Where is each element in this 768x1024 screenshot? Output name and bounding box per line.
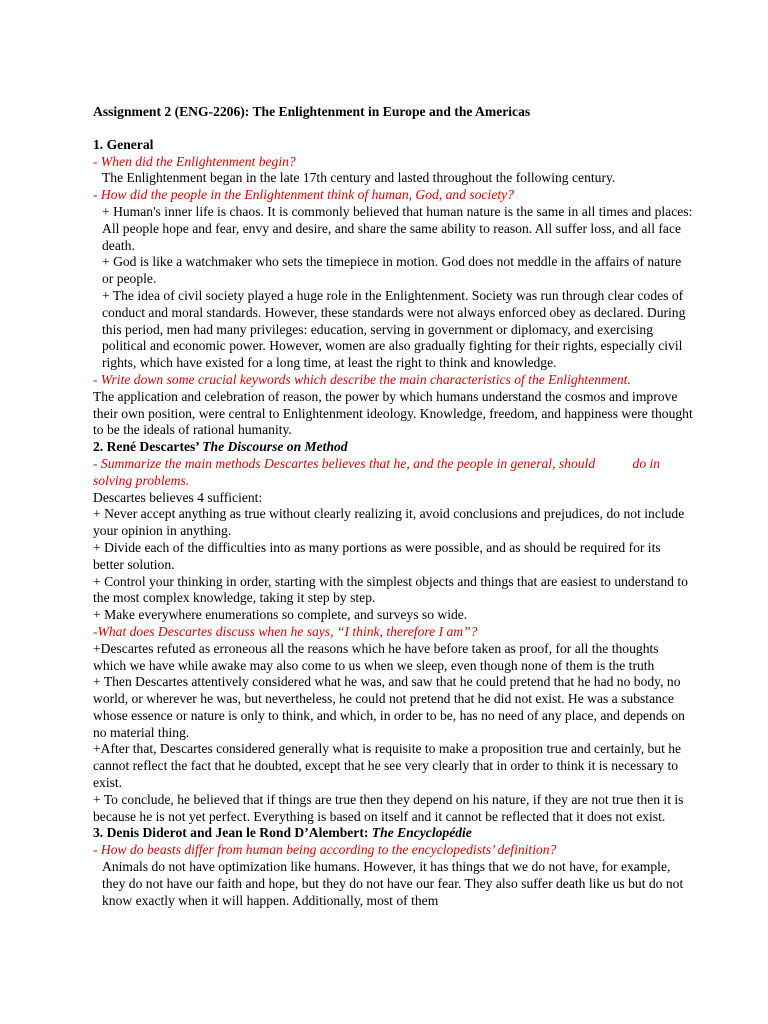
section-1-heading: 1. General bbox=[93, 136, 154, 152]
question-3-1: - How do beasts differ from human being according to the encyclopedists’ definition? bbox=[93, 842, 557, 858]
answer-2-2-point-1: +Descartes refuted as erroneous all the reasons which he have before taken as proof, for all the thoughts which we have while awake may also come to us when we sleep, even though none of them is the truth bbox=[93, 640, 659, 673]
answer-3-1: Animals do not have optimization like humans. However, it has things that we do not have, for example, they do not have our faith and hope, but they do not have our fear. They also suffer death like us but do not know exactly when it will happen. Additionally, most of them bbox=[102, 859, 684, 908]
question-2-2: -What does Descartes discuss when he says, “I think, therefore I am”? bbox=[93, 623, 478, 639]
answer-2-2-point-2: + Then Descartes attentively considered what he was, and saw that he could pretend that he had no body, no world, or wherever he was, but nevertheless, he could not pretend that he did not exist. He was a substance whose essence or nature is only to think, and which, in order to be, has no need of any place, and depends on no material thing. bbox=[93, 674, 685, 740]
method-4: + Make everywhere enumerations so complete, and surveys so wide. bbox=[93, 607, 468, 623]
section-3-heading-prefix: 3. Denis Diderot and Jean le Rond D’Alembert: bbox=[93, 825, 372, 841]
question-2-1-part1: - Summarize the main methods Descartes believes that he, and the people in general, should bbox=[93, 455, 596, 471]
section-2-heading-work: The Discourse on Method bbox=[202, 439, 348, 455]
answer-1-2-god: + God is like a watchmaker who sets the timepiece in motion. God does not meddle in the affairs of nature or people. bbox=[102, 254, 682, 287]
answer-2-2-point-4: + To conclude, he believed that if things are true then they depend on his nature, if they are not true then it is because he is not yet perfect. Everything is based on itself and it cannot be reflected that it does not exist. bbox=[93, 791, 684, 824]
section-2-heading bbox=[93, 439, 693, 456]
assignment-title: Assignment 2 (ENG-2206): The Enlightenment in Europe and the Americas bbox=[93, 104, 531, 119]
answer-1-2-human: + Human's inner life is chaos. It is commonly believed that human nature is the same in all times and places: All people hope and fear, envy and desire, and share the same ability to reason. All suffer loss, and all face death. bbox=[102, 203, 693, 253]
answer-1-1: The Enlightenment began in the late 17th century and lasted throughout the following century. bbox=[102, 170, 616, 186]
question-2-1-part2: do in solving problems. bbox=[93, 455, 661, 488]
section-2-heading-prefix: 2. René Descartes’ bbox=[93, 439, 203, 455]
question-1-1: - When did the Enlightenment begin? bbox=[93, 153, 296, 169]
answer-1-2-society: + The idea of civil society played a huge role in the Enlightenment. Society was run through clear codes of conduct and moral standards. However, these standards were not always enforced obey as declared. During this period, men had many privileges: education, serving in government or diplomacy, and exercising political and economic power. However, women are also gradually fighting for their rights, especially civil rights, which have existed for a long time, at least the right to think and knowledge. bbox=[102, 287, 686, 371]
section-3-heading bbox=[93, 825, 693, 842]
document-body bbox=[93, 104, 693, 909]
method-1: + Never accept anything as true without clearly realizing it, avoid conclusions and prejudices, do not include your opinion in anything. bbox=[93, 506, 685, 539]
method-2: + Divide each of the difficulties into as many portions as were possible, and as should be required for its better solution. bbox=[93, 539, 661, 572]
question-1-2: - How did the people in the Enlightenment think of human, God, and society? bbox=[93, 187, 514, 203]
question-2-1 bbox=[93, 456, 693, 490]
question-1-3: - Write down some crucial keywords which describe the main characteristics of the Enlightenment. bbox=[93, 371, 631, 387]
method-3: + Control your thinking in order, starting with the simplest objects and things that are easiest to understand to the most complex knowledge, taking it step by step. bbox=[93, 573, 688, 606]
answer-2-1-intro: Descartes believes 4 sufficient: bbox=[93, 489, 263, 505]
section-3-heading-work: The Encyclopédie bbox=[371, 825, 472, 841]
answer-1-3: The application and celebration of reason, the power by which humans understand the cosmos and improve their own position, were central to Enlightenment ideology. Knowledge, freedom, and happiness were thought to be the ideals of rational humanity. bbox=[93, 388, 693, 438]
answer-2-2-point-3: +After that, Descartes considered generally what is requisite to make a proposition true and certainly, but he cannot reflect the fact that he doubted, except that he see very clearly that in order to think it is necessary to exist. bbox=[93, 741, 682, 791]
